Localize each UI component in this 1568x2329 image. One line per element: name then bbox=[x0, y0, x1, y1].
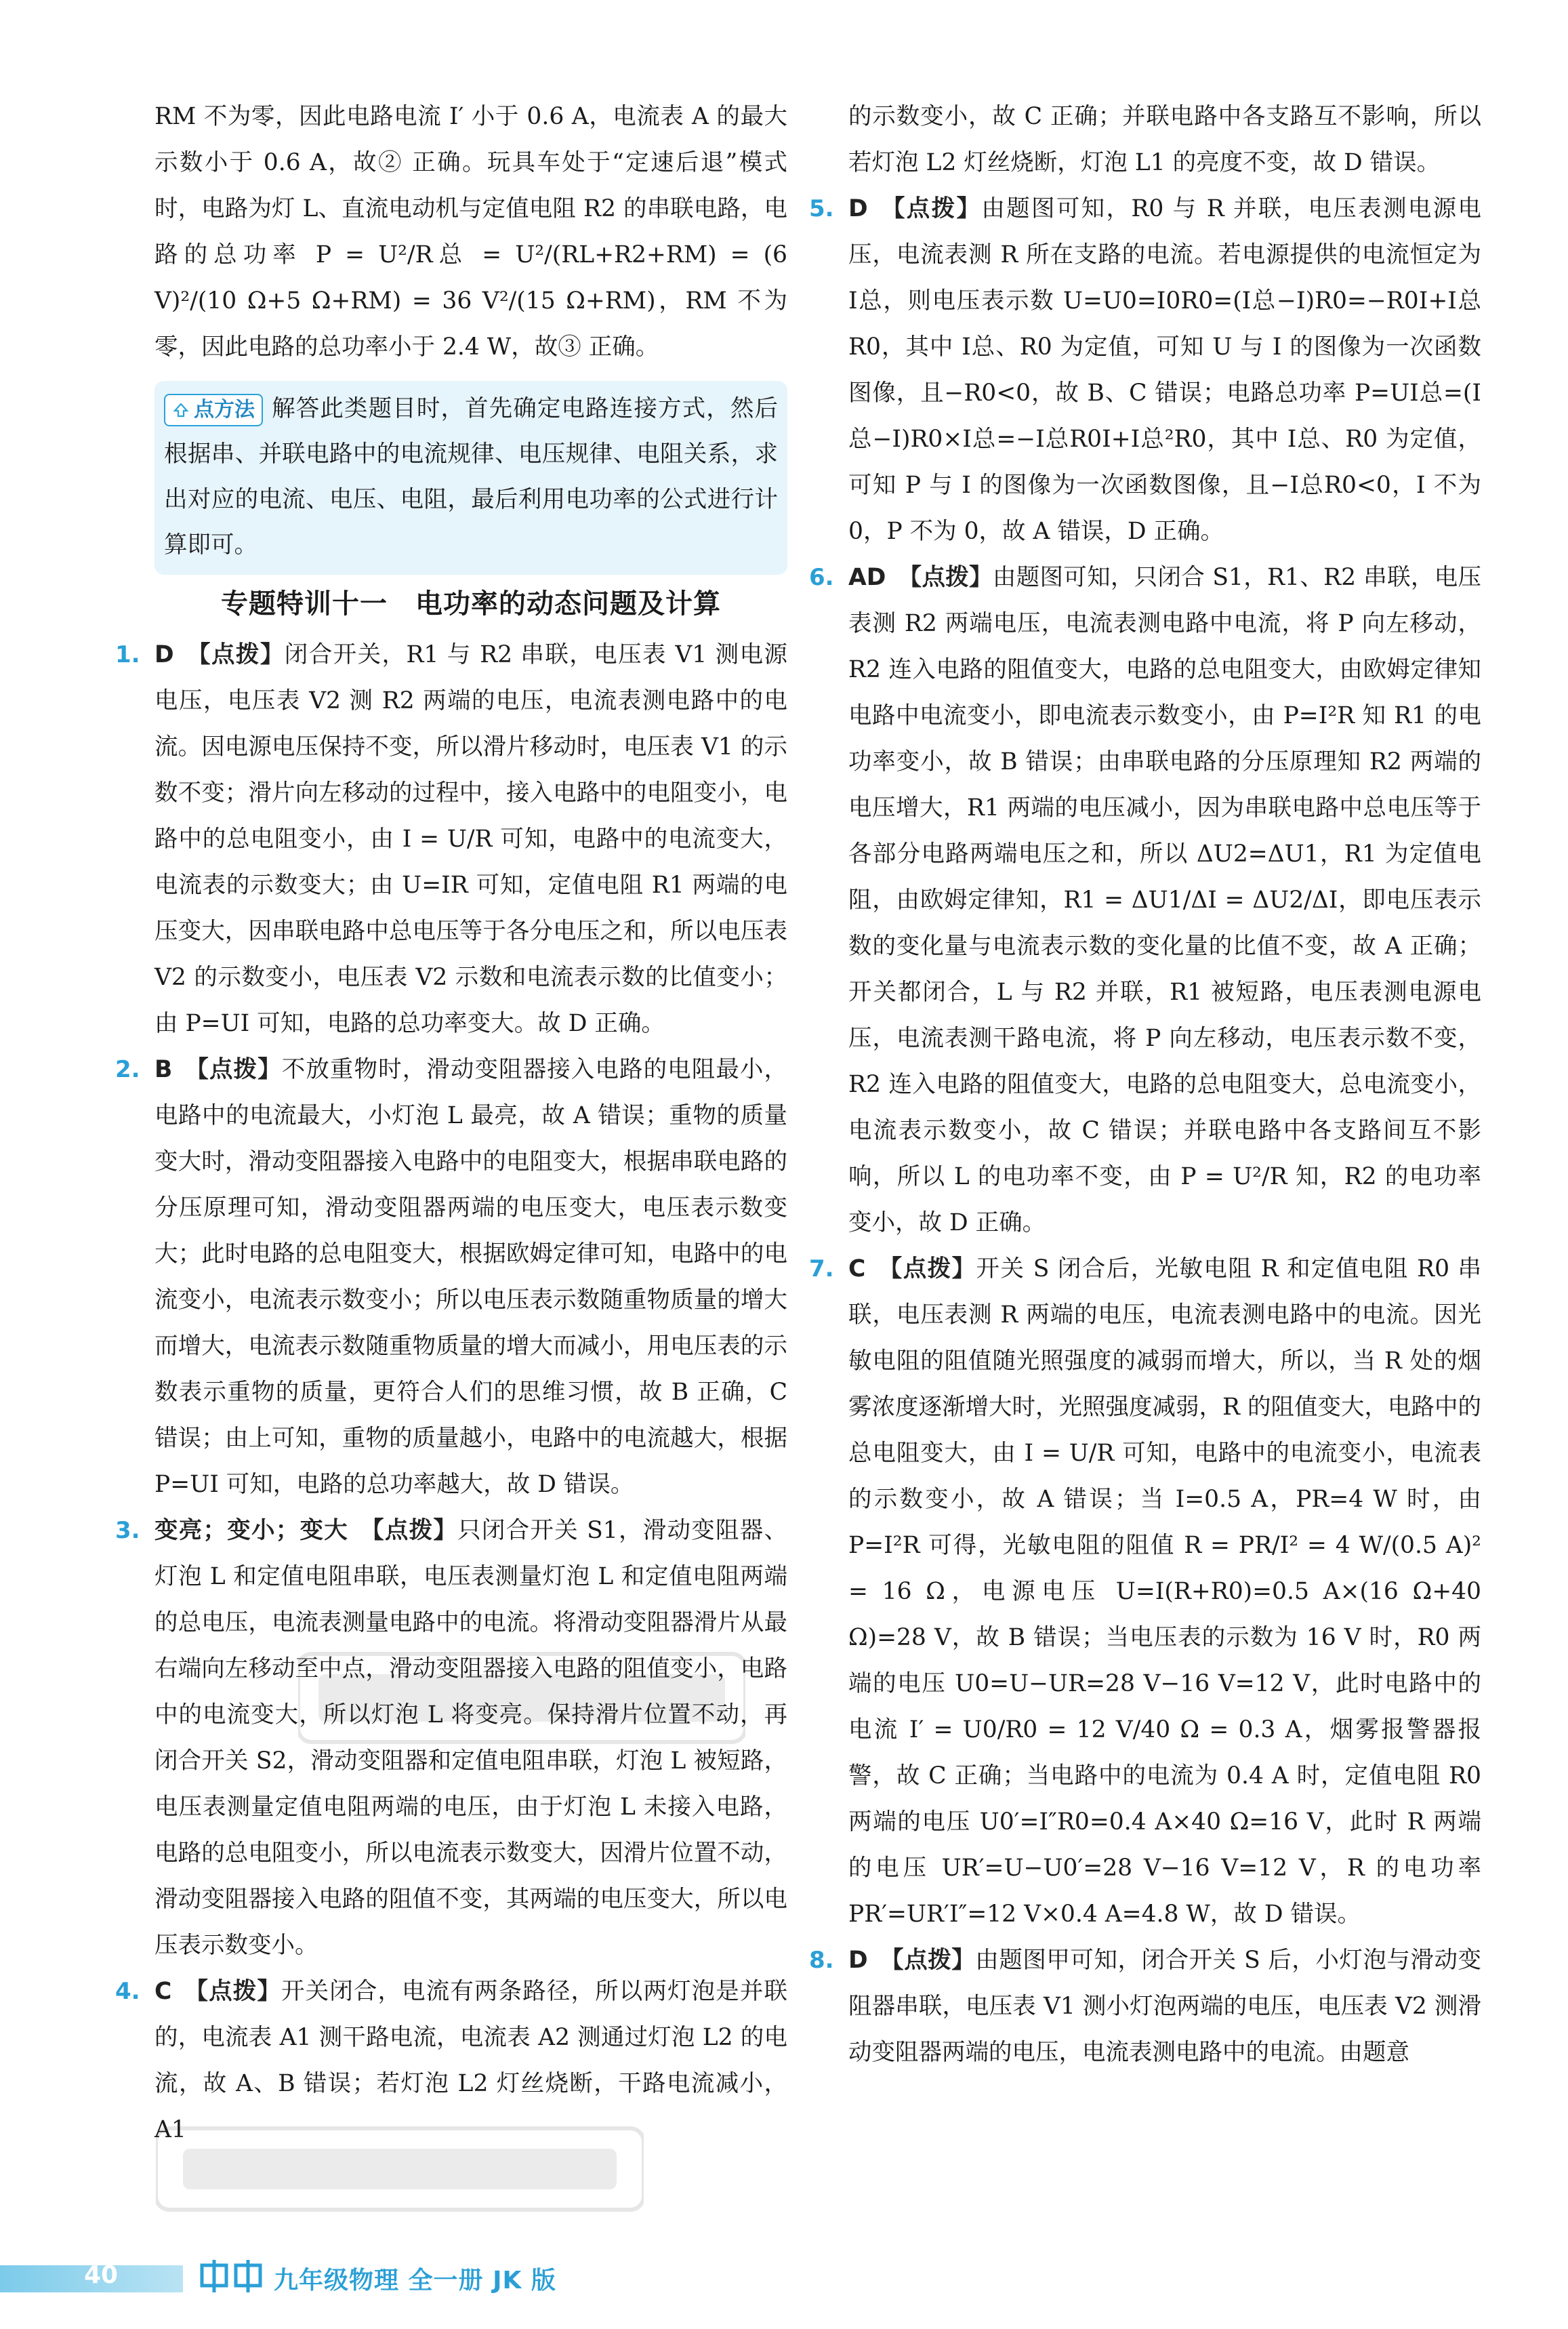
item-answer: D bbox=[848, 1947, 868, 1974]
method-tip-badge bbox=[164, 394, 263, 426]
item-explanation: 由题图可知，只闭合 S1，R1、R2 串联，电压表测 R2 两端电压，电流表测电路中电流，将 P 向左移动，R2 连入电路的阻值变大，电路的总电阻变大，由欧姆定律知电路中电流变小，即电流表示数变小，由 P=I²R 知 R1 的电功率变小，故 B 错误；由串联电路的分压原理知 R2 两端的电压增大，R1 两端的电压减小，因为串联电路中总电压等于各部分电路两端电压之和，所以 ΔU2=ΔU1，R1 为定值电阻，由欧姆定律知，R1 = ΔU1/ΔI = ΔU2/ΔI，即电压表示数的变化量与电流表示数的变化量的比值不变，故 A 正确；开关都闭合，L 与 R2 并联，R1 被短路，电压表测电源电压，电流表测干路电流，将 P 向左移动，电压表示数不变，R2 连入电路的阻值变大，电路的总电阻变大，总电流变小，电流表示数变小，故 C 错误；并联电路中各支路间互不影响，所以 L 的电功率不变，由 P = U²/R 知，R2 的电功率变小，故 D 正确。 bbox=[848, 564, 1482, 1236]
left-column bbox=[115, 94, 788, 2153]
item-number: 5. bbox=[809, 195, 834, 222]
item-number: 4. bbox=[115, 1978, 140, 2005]
answer-item bbox=[115, 1047, 788, 1507]
answer-item bbox=[809, 1246, 1481, 1937]
item-answer: D bbox=[848, 195, 868, 222]
answer-item bbox=[115, 1968, 788, 2153]
item-explanation: 只闭合开关 S1，滑动变阻器、灯泡 L 和定值电阻串联，电压表测量灯泡 L 和定值电阻两端的总电压，电流表测量电路中的电流。将滑动变阻器滑片从最右端向左移动至中点，滑动变阻器接入电路的阻值变小，电路中的电流变大，所以灯泡 L 将变亮。保持滑片位置不动，再闭合开关 S2，滑动变阻器和定值电阻串联，灯泡 L 被短路，电压表测量定值电阻两端的电压，由于灯泡 L 未接入电路，电路的总电阻变小，所以电流表示数变大，因滑片位置不动，滑动变阻器接入电路的阻值不变，其两端的电压变大，所以电压表示数变小。 bbox=[154, 1517, 787, 1959]
item-explanation: 不放重物时，滑动变阻器接入电路的电阻最小，电路中的电流最大，小灯泡 L 最亮，故 A 错误；重物的质量变大时，滑动变阻器接入电路中的电阻变大，根据串联电路的分压原理可知，滑动变阻器两端的电压变大，电压表示数变大；此时电路的总电阻变大，根据欧姆定律可知，电路中的电流变小，电流表示数变小；所以电压表示数随重物质量的增大而增大，电流表示数随重物质量的增大而减小，用电压表的示数表示重物的质量，更符合人们的思维习惯，故 B 正确，C 错误；由上可知，重物的质量越小，电路中的电流越大，根据 P=UI 可知，电路的总功率越大，故 D 错误。 bbox=[154, 1056, 788, 1498]
right-column bbox=[809, 94, 1482, 2075]
hint-tag: 【点拨】 bbox=[186, 641, 285, 668]
item-explanation: 开关 S 闭合后，光敏电阻 R 和定值电阻 R0 串联，电压表测 R 两端的电压，电流表测电路中的电流。因光敏电阻的阻值随光照强度的减弱而增大，所以，当 R 处的烟雾浓度逐渐增大时，光照强度减弱，R 的阻值变大，电路中的总电阻变大，由 I = U/R 可知，电路中的电流变小，电流表的示数变小，故 A 错误；当 I=0.5 A，PR=4 W 时，由 P=I²R 可得，光敏电阻的阻值 R = PR/I² = 4 W/(0.5 A)² = 16 Ω，电源电压 U=I(R+R0)=0.5 A×(16 Ω+40 Ω)=28 V，故 B 错误；当电压表的示数为 16 V 时，R0 两端的电压 U0=U−UR=28 V−16 V=12 V，此时电路中的电流 I′ = U0/R0 = 12 V/40 Ω = 0.3 A，烟雾报警器报警，故 C 正确；当电路中的电流为 0.4 A 时，定值电阻 R0 两端的电压 U0′=I″R0=0.4 A×40 Ω=16 V，此时 R 两端的电压 UR′=U−U0′=28 V−16 V=12 V，R 的电功率 PR′=UR′I″=12 V×0.4 A=4.8 W，故 D 错误。 bbox=[848, 1255, 1481, 1928]
hint-tag: 【点拨】 bbox=[360, 1517, 458, 1544]
hand-pointer-icon bbox=[172, 401, 190, 419]
item-number: 7. bbox=[809, 1255, 834, 1282]
answer-item bbox=[115, 1507, 787, 1968]
hint-tag: 【点拨】 bbox=[898, 564, 993, 591]
hint-tag: 【点拨】 bbox=[880, 195, 982, 222]
method-tip-text: 解答此类题目时，首先确定电路连接方式，然后根据串、并联电路中的电流规律、电压规律、电阻关系，求出对应的电流、电压、电阻，最后利用电功率的公式进行计算即可。 bbox=[164, 395, 778, 559]
continued-paragraph: 的示数变小，故 C 正确；并联电路中各支路互不影响，所以若灯泡 L2 灯丝烧断，灯泡 L1 的亮度不变，故 D 错误。 bbox=[848, 103, 1481, 176]
answer-item bbox=[809, 186, 1481, 554]
item-answer: C bbox=[154, 1978, 172, 2005]
answer-item bbox=[809, 554, 1482, 1246]
item-number: 8. bbox=[809, 1947, 834, 1974]
publisher-logo-icon bbox=[198, 2259, 266, 2294]
item-answer: C bbox=[848, 1255, 866, 1282]
item-answer: D bbox=[154, 641, 174, 668]
item-explanation: 开关闭合，电流有两条路径，所以两灯泡是并联的，电流表 A1 测干路电流，电流表 A2 测通过灯泡 L2 的电流，故 A、B 错误；若灯泡 L2 灯丝烧断，干路电流减小，A1 bbox=[154, 1978, 788, 2143]
item-answer: AD bbox=[848, 564, 886, 591]
page-footer bbox=[0, 2249, 1568, 2296]
item-number: 6. bbox=[809, 564, 834, 591]
item-answer: 变亮；变小；变大 bbox=[154, 1517, 349, 1544]
book-title: 九年级物理 全一册 JK 版 bbox=[274, 2267, 556, 2294]
hint-tag: 【点拨】 bbox=[184, 1978, 281, 2005]
continued-paragraph: RM 不为零，因此电路电流 I′ 小于 0.6 A，电流表 A 的最大示数小于 0.6 A，故② 正确。玩具车处于“定速后退”模式时，电路为灯 L、直流电动机与定值电阻 R2 的串联电路，电路的总功率 P = U²/R总 = U²/(RL+R2+RM) = (6 V)²/(10 Ω+5 Ω+RM) = 36 V²/(15 Ω+RM)，RM 不为零，因此电路的总功率小于 2.4 W，故③ 正确。 bbox=[154, 103, 787, 361]
hint-tag: 【点拨】 bbox=[878, 1255, 976, 1282]
item-number: 2. bbox=[115, 1056, 140, 1083]
answer-item bbox=[809, 1937, 1481, 2075]
item-explanation: 闭合开关，R1 与 R2 串联，电压表 V1 测电源电压，电压表 V2 测 R2 两端的电压，电流表测电路中的电流。因电源电压保持不变，所以滑片移动时，电压表 V1 的示数不变；滑片向左移动的过程中，接入电路中的电阻变小，电路中的总电阻变小，由 I = U/R 可知，电路中的电流变大，电流表的示数变大；由 U=IR 可知，定值电阻 R1 两端的电压变大，因串联电路中总电压等于各分电压之和，所以电压表 V2 的示数变小，电压表 V2 示数和电流表示数的比值变小；由 P=UI 可知，电路的总功率变大。故 D 正确。 bbox=[154, 641, 787, 1037]
hint-tag: 【点拨】 bbox=[184, 1056, 282, 1083]
item-answer: B bbox=[154, 1056, 173, 1083]
item-explanation: 由题图可知，R0 与 R 并联，电压表测电源电压，电流表测 R 所在支路的电流。若电源提供的电流恒定为 I总，则电压表示数 U=U0=I0R0=(I总−I)R0=−R0I+I总R0，其中 I总、R0 为定值，可知 U 与 I 的图像为一次函数图像，且−R0<0，故 B、C 错误；电路总功率 P=UI总=(I总−I)R0×I总=−I总R0I+I总²R0，其中 I总、R0 为定值，可知 P 与 I 的图像为一次函数图像，且−I总R0<0，I 不为 0，P 不为 0，故 A 错误，D 正确。 bbox=[848, 195, 1481, 545]
page-number: 40 bbox=[84, 2261, 119, 2289]
method-tip-box bbox=[154, 381, 787, 575]
item-number: 3. bbox=[115, 1517, 140, 1544]
method-tip-label: 点方法 bbox=[194, 397, 255, 422]
hint-tag: 【点拨】 bbox=[880, 1947, 976, 1974]
item-number: 1. bbox=[115, 641, 140, 668]
answer-item bbox=[115, 632, 787, 1047]
section-title: 专题特训十一 电功率的动态问题及计算 bbox=[221, 588, 721, 620]
item-explanation: 由题图甲可知，闭合开关 S 后，小灯泡与滑动变阻器串联，电压表 V1 测小灯泡两端的电压，电压表 V2 测滑动变阻器两端的电压，电流表测电路中的电流。由题意 bbox=[848, 1947, 1481, 2066]
